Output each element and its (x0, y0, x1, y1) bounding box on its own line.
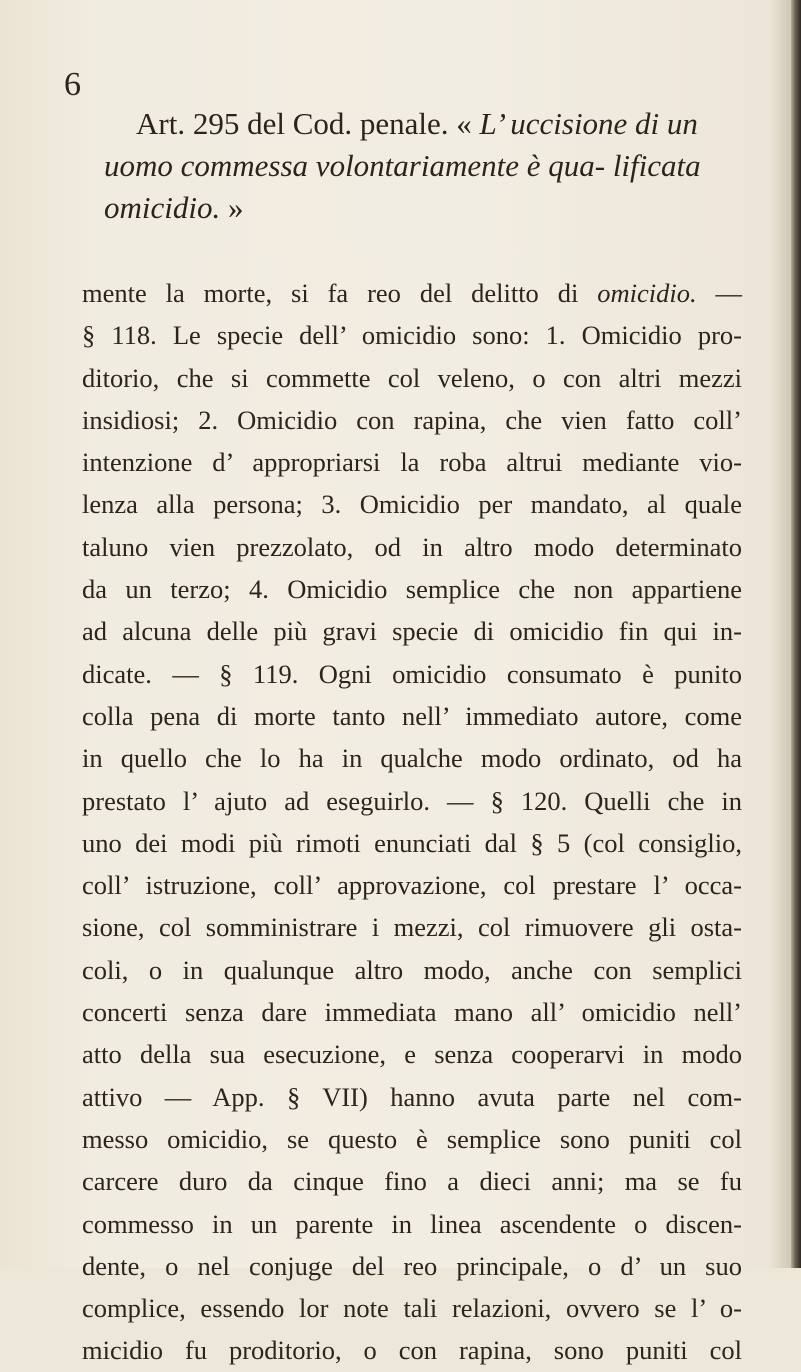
heading-lead: Art. 295 del Cod. penale. « (136, 106, 472, 141)
text-line-1: mente la morte, si fa reo del delitto di omicidio. — (82, 278, 743, 308)
text-line: colla pena di morte tanto nell’ immediato autore, come (82, 700, 742, 731)
text-line: complice, essendo lor note tali relazioni, ovvero se l’ o- (82, 1293, 742, 1324)
text-line: § 118. Le specie dell’ omicidio sono: 1. Omicidio pro- (82, 320, 742, 351)
text-line: messo omicidio, se questo è semplice sono puniti col (82, 1123, 742, 1154)
text-line: coll’ istruzione, coll’ approvazione, col prestare l’ occa- (82, 870, 742, 901)
text-line: concerti senza dare immediata mano all’ omicidio nell’ (82, 997, 742, 1028)
page-edge-shadow (791, 0, 801, 1268)
text-line: commesso in un parente in linea ascendente o discen- (82, 1208, 742, 1239)
text-line: insidiosi; 2. Omicidio con rapina, che vien fatto coll’ (82, 404, 742, 435)
page-number: 6 (64, 66, 81, 103)
text-line: dente, o nel conjuge del reo principale, o d’ un suo (82, 1250, 742, 1281)
text-line: uno dei modi più rimoti enunciati dal § 5 (col consiglio, (82, 827, 742, 858)
text-line: taluno vien prezzolato, od in altro modo determinato (82, 531, 742, 562)
text-line: coli, o in qualunque altro modo, anche con semplici (82, 954, 742, 985)
text-line: dicate. — § 119. Ogni omicidio consumato è punito (82, 658, 742, 689)
heading-quote: L’ uccisione di un uomo commessa volontariamente è qua- lificata omicidio. (104, 106, 701, 225)
text-line: attivo — App. § VII) hanno avuta parte nel com- (82, 1081, 742, 1112)
text-line: micidio fu proditorio, o con rapina, sono puniti col (82, 1335, 742, 1366)
text-line: atto della sua esecuzione, e senza cooperarvi in modo (82, 1039, 742, 1070)
heading-close: » (228, 190, 244, 225)
body-text (82, 272, 742, 1372)
article-quote-heading (72, 103, 712, 229)
text-line: lenza alla persona; 3. Omicidio per mandato, al quale (82, 489, 742, 520)
text-line: ad alcuna delle più gravi specie di omicidio fin qui in- (82, 616, 742, 647)
text-line: intenzione d’ appropriarsi la roba altrui mediante vio- (82, 447, 742, 478)
text-line: prestato l’ ajuto ad eseguirlo. — § 120. Quelli che in (82, 785, 742, 816)
text-line: ditorio, che si commette col veleno, o con altri mezzi (82, 362, 742, 393)
italic-term: omicidio. (597, 278, 697, 308)
text-line: carcere duro da cinque fino a dieci anni; ma se fu (82, 1166, 742, 1197)
text-line: in quello che lo ha in qualche modo ordinato, od ha (82, 743, 742, 774)
text-line: da un terzo; 4. Omicidio semplice che non appartiene (82, 574, 742, 605)
text-line: sione, col somministrare i mezzi, col rimuovere gli osta- (82, 912, 742, 943)
